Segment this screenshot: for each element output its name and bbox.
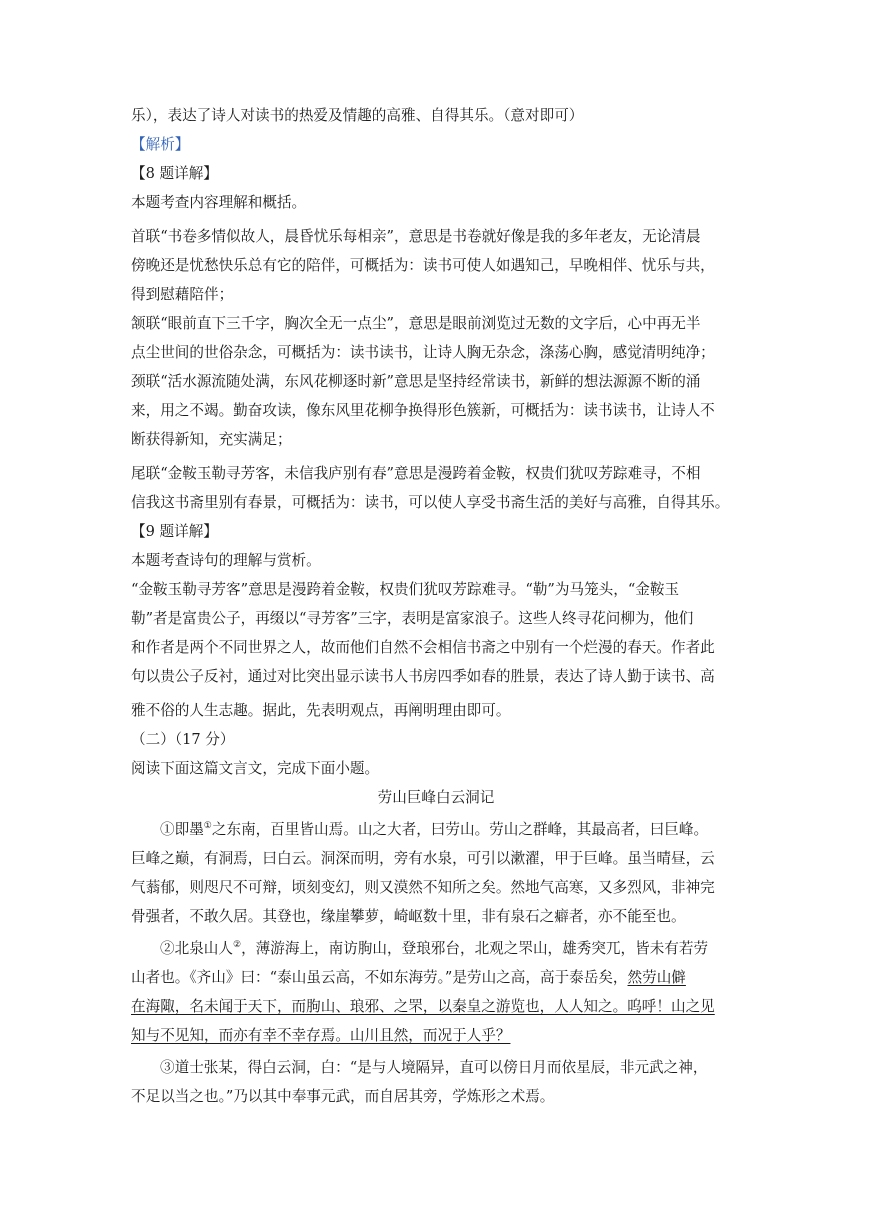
text-line: 雅不俗的人生志趣。据此，先表明观点，再阐明理由即可。 [131,702,511,719]
text-line: 颈联“活水源流随处满，东风花柳逐时新”意思是坚持经常读书，新鲜的想法源源不断的涌 [131,373,701,390]
essay-line: 山者也。《齐山》曰：“泰山虽云高，不如东海劳。”是劳山之高，高于泰岳矣，然劳山僻 [131,969,686,986]
essay-line: ②北泉山人②，薄游海上，南访朐山，登琅邪台，北观之罘山，雄秀突兀，皆未有若劳 [160,940,709,957]
essay-line: ③道士张某，得白云洞，白：“是与人境隔异，直可以傍日月而依星辰，非元武之神， [160,1059,708,1076]
text-line: 来，用之不竭。勤奋攻读，像东风里花柳争换得形色簇新，可概括为：读书读书，让诗人不 [131,402,715,419]
text-line: 本题考查内容理解和概括。 [131,194,307,211]
text-line: 断获得新知，充实满足； [131,431,292,448]
underlined-line: 在海陬，名未闻于天下，而朐山、琅邪、之罘，以秦皇之游览也，人人知之。呜呼！山之见 [131,998,715,1015]
text-line: 首联“书卷多情似故人，晨昏忧乐每相亲”，意思是书卷就好像是我的多年老友，无论清晨 [131,228,701,245]
essay-line: 气蓊郁，则咫尺不可辩，顷刻变幻，则又漠然不知所之矣。然地气高寒，又多烈风，非神完 [131,879,715,896]
text-line: 傍晚还是忧愁快乐总有它的陪伴，可概括为：读书可使人如遇知己，早晚相伴、忧乐与共， [131,257,715,274]
text-line: 颔联“眼前直下三千字，胸次全无一点尘”，意思是眼前浏览过无数的文字后，心中再无半 [131,315,701,332]
text-line: 阅读下面这篇文言文，完成下面小题。 [131,760,380,777]
section-heading: 【8 题详解】 [131,165,218,182]
text-line: 本题考查诗句的理解与赏析。 [131,552,321,569]
text-line: 和作者是两个不同世界之人，故而他们自然不会相信书斋之中别有一个烂漫的春天。作者此 [131,639,715,656]
essay-title: 劳山巨峰白云洞记 [377,789,495,806]
essay-line: ①即墨①之东南，百里皆山焉。山之大者，曰劳山。劳山之群峰，其最高者，曰巨峰。 [160,821,709,838]
text-line: 点尘世间的世俗杂念，可概括为：读书读书，让诗人胸无杂念，涤荡心胸，感觉清明纯净； [131,344,715,361]
essay-line: 不足以当之也。”乃以其中奉事元武，而自居其旁，学炼形之术焉。 [131,1088,555,1105]
essay-line: 骨强者，不敢久居。其登也，缘崖攀萝，崎岖数十里，非有泉石之癖者，亦不能至也。 [131,908,686,925]
text-line: 句以贵公子反衬，通过对比突出显示读书人书房四季如春的胜景，表达了诗人勤于读书、高 [131,668,715,685]
analysis-heading: 【解析】 [131,136,190,153]
text-line: 得到慰藉陪伴； [131,286,234,303]
text-line: 勒”者是富贵公子，再缀以“寻芳客”三字，表明是富家浪子。这些人终寻花问柳为，他们 [131,610,694,627]
footnote-marker: ② [232,940,242,951]
text-line: “金鞍玉勒寻芳客”意思是漫跨着金鞍，权贵们犹叹芳踪难寻。“勒”为马笼头，“金鞍玉 [131,581,680,598]
underlined-line: 知与不见知，而亦有幸不幸存焉。山川且然，而况于人乎？ [131,1027,511,1044]
essay-line: 巨峰之巅，有洞焉，曰白云。洞深而明，旁有水泉，可引以漱濯，甲于巨峰。虽当晴昼，云 [131,850,715,867]
underlined-text: 然劳山僻 [627,969,686,986]
section-heading: 【9 题详解】 [131,523,218,540]
section-heading: （二）（17 分） [131,731,235,748]
text-line: 乐），表达了诗人对读书的热爱及情趣的高雅、自得其乐。（意对即可） [131,107,584,124]
text-line: 尾联“金鞍玉勒寻芳客，未信我庐别有春”意思是漫跨着金鞍，权贵们犹叹芳踪难寻，不相 [131,465,701,482]
footnote-marker: ① [203,821,212,832]
text-line: 信我这书斋里别有春景，可概括为：读书，可以使人享受书斋生活的美好与高雅，自得其乐。 [131,494,730,511]
